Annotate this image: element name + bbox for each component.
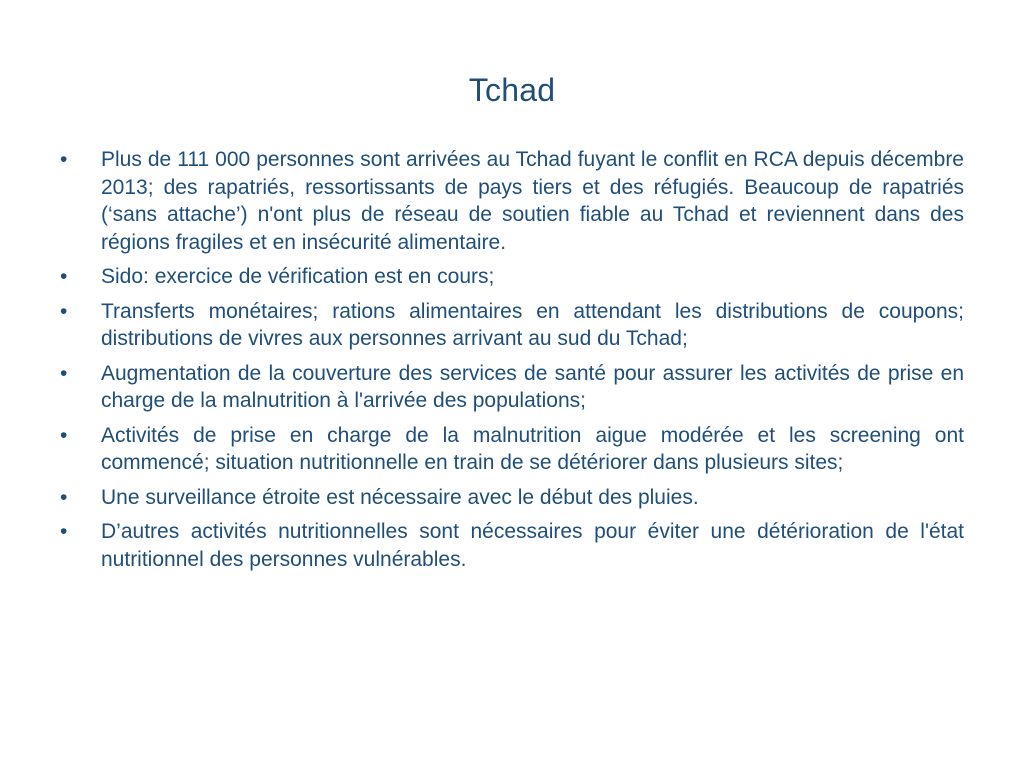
bullet-dot-icon: •: [60, 361, 68, 385]
slide-title: Tchad: [468, 72, 556, 108]
bullet-text: Activités de prise en charge de la malnutrition aigue modérée et les screening ont commencé; situation nutritionnelle en train de se détériorer dans plusieurs sites;: [101, 423, 964, 474]
bullet-item: [60, 298, 964, 353]
bullet-item: [60, 360, 964, 415]
bullet-item: [60, 484, 964, 512]
bullet-text: Augmentation de la couverture des services de santé pour assurer les activités de prise en charge de la malnutrition à l'arrivée des populations;: [101, 361, 964, 412]
bullet-text: Une surveillance étroite est nécessaire avec le début des pluies.: [101, 485, 699, 509]
bullet-text: Plus de 111 000 personnes sont arrivées au Tchad fuyant le conflit en RCA depuis décembre 2013; des rapatriés, ressortissants de pays tiers et des réfugiés. Beaucoup de rapatriés (‘sans attache’) n'ont plus de réseau de soutien fiable au Tchad et reviennent dans des régions fragiles et en insécurité alimentaire.: [101, 148, 964, 254]
bullet-dot-icon: •: [60, 265, 68, 288]
bullet-item: [60, 263, 964, 291]
bullet-dot-icon: •: [60, 299, 68, 323]
bullet-text: Sido: exercice de vérification est en cours;: [101, 265, 495, 288]
bullet-item: [60, 518, 964, 573]
bullet-item: [60, 146, 964, 256]
bullet-dot-icon: •: [60, 520, 68, 543]
bullet-dot-icon: •: [60, 148, 68, 171]
bullet-text: Transferts monétaires; rations alimentaires en attendant les distributions de coupons; distributions de vivres aux personnes arrivant au sud du Tchad;: [101, 299, 964, 350]
bullet-item: [60, 422, 964, 477]
bullet-dot-icon: •: [60, 423, 68, 447]
bullet-dot-icon: •: [60, 485, 68, 509]
bullet-list: [60, 146, 964, 580]
bullet-text: D’autres activités nutritionnelles sont nécessaires pour éviter une détérioration de l'état nutritionnel des personnes vulnérables.: [101, 520, 964, 571]
